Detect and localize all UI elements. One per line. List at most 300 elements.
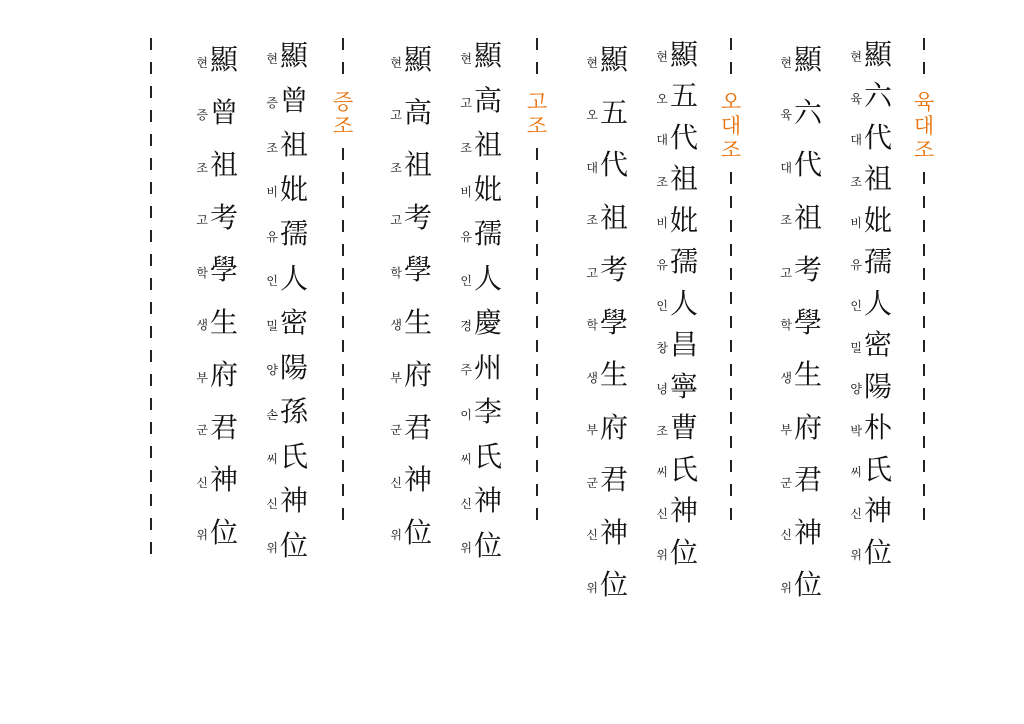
tablet-char [262,34,322,79]
divider-tick [150,254,152,266]
hangul-reading: 오 [656,91,668,106]
hanja-char: 六 [864,79,893,113]
divider-tick [150,542,152,554]
divider-tick [730,388,732,400]
hangul-reading: 창 [656,340,668,355]
hanja-char: 顯 [474,39,503,73]
hanja-char: 人 [670,286,699,320]
hangul-reading: 위 [390,528,402,543]
divider-tick [536,38,538,50]
divider-tick [923,508,925,520]
tablet-char [456,301,516,346]
tablet-char [456,168,516,213]
tablet-char [262,123,322,168]
hangul-reading: 녕 [656,382,668,397]
hangul-reading: 조 [780,213,792,228]
tablet-char [582,507,642,560]
tablet-char [582,454,642,507]
hangul-reading: 부 [390,370,402,385]
divider-tick [150,326,152,338]
divider-tick [730,316,732,328]
tablet-char [262,346,322,391]
hangul-reading: 군 [196,423,208,438]
hanja-char: 生 [600,358,629,392]
hangul-reading: 현 [196,55,208,70]
tablet-char [776,34,836,87]
divider-tick [150,518,152,530]
hanja-char: 密 [280,306,309,340]
divider-tick [342,292,344,304]
tablet-char [652,242,712,284]
hangul-reading: 현 [586,55,598,70]
divider-tick [730,292,732,304]
divider-tick [342,268,344,280]
tablet-char [652,117,712,159]
hanja-char: 陽 [864,369,893,403]
tablet-char [456,390,516,435]
hangul-reading: 현 [656,50,668,65]
hanja-char: 代 [864,120,893,154]
hangul-reading: 군 [586,475,598,490]
divider-tick [342,38,344,50]
hangul-reading: 비 [656,216,668,231]
divider-tick [536,460,538,472]
hanja-char: 君 [600,463,629,497]
tablet-char [192,192,252,245]
hanja-char: 妣 [280,172,309,206]
hangul-reading: 고 [196,213,208,228]
tablet-char [652,200,712,242]
tablet-char [386,349,446,402]
hanja-char: 學 [600,305,629,339]
hanja-char: 孺 [670,245,699,279]
hanja-char: 位 [794,568,823,602]
divider-tick [150,158,152,170]
hanja-char: 學 [404,253,433,287]
divider-tick [923,484,925,496]
divider-tick [342,316,344,328]
hangul-reading: 학 [586,318,598,333]
hanja-char: 神 [670,494,699,528]
tablet-char [456,479,516,524]
divider-tick [923,172,925,184]
divider-tick [536,364,538,376]
section-divider [913,38,935,532]
tablet-char [776,244,836,297]
hanja-char: 顯 [210,43,239,77]
hanja-char: 位 [670,535,699,569]
hanja-char: 高 [474,83,503,117]
hangul-reading: 신 [780,528,792,543]
hangul-reading: 신 [586,528,598,543]
hangul-reading: 씨 [460,452,472,467]
tablet-char [192,507,252,560]
divider-tick [536,292,538,304]
tablet-char [192,139,252,192]
hanja-char: 寧 [670,369,699,403]
divider-tick [342,412,344,424]
divider-tick [923,220,925,232]
divider-tick [923,412,925,424]
section-label-char: 오 [720,90,742,114]
hangul-reading: 현 [780,55,792,70]
divider-tick [536,268,538,280]
divider-tick [923,38,925,50]
tablet-char [776,139,836,192]
tablet-char [776,559,836,612]
divider-tick [150,182,152,194]
hangul-reading: 신 [266,496,278,511]
tablet-char [262,301,322,346]
tablet-char [652,491,712,533]
tablet-char [652,283,712,325]
tablet-char [582,34,642,87]
hanja-char: 顯 [280,39,309,73]
divider-tick [150,110,152,122]
hangul-reading: 고 [460,96,472,111]
divider-tick [150,278,152,290]
hangul-reading: 손 [266,407,278,422]
hangul-reading: 위 [656,548,668,563]
hanja-char: 學 [210,253,239,287]
tablet-char [262,79,322,124]
hangul-reading: 조 [850,174,862,189]
divider-tick [342,484,344,496]
divider-tick [923,388,925,400]
hangul-reading: 비 [266,185,278,200]
hanja-char: 人 [474,261,503,295]
hanja-char: 五 [670,79,699,113]
hangul-reading: 현 [266,51,278,66]
tablet-char [386,402,446,455]
hangul-reading: 유 [460,229,472,244]
hangul-reading: 학 [390,265,402,280]
tablet-char [456,123,516,168]
tablet-char [192,34,252,87]
divider-tick [150,446,152,458]
tablet-char [386,192,446,245]
hanja-char: 府 [600,410,629,444]
tablet-char [456,435,516,480]
hangul-reading: 신 [460,496,472,511]
hangul-reading: 위 [780,580,792,595]
hanja-char: 氏 [670,452,699,486]
hangul-reading: 인 [266,274,278,289]
hanja-char: 祖 [794,200,823,234]
hanja-char: 妣 [474,172,503,206]
divider-tick [536,412,538,424]
tablet-char [192,297,252,350]
section-label-char: 육 [913,90,935,114]
hanja-char: 妣 [864,203,893,237]
tablet-char [582,87,642,140]
hangul-reading: 밀 [850,340,862,355]
divider-tick [342,340,344,352]
tablet-char [456,346,516,391]
divider-tick [923,340,925,352]
divider-tick [150,86,152,98]
hanja-char: 氏 [474,439,503,473]
tablet-char [262,257,322,302]
hanja-char: 神 [210,463,239,497]
divider-tick [730,436,732,448]
divider-tick [536,172,538,184]
hangul-reading: 밀 [266,318,278,333]
hangul-reading: 생 [390,318,402,333]
section-label-char: 조 [526,114,548,138]
divider-tick [536,388,538,400]
tablet-char [652,366,712,408]
tablet-char [386,297,446,350]
divider-tick [730,364,732,376]
hanja-char: 生 [210,305,239,339]
divider-tick [150,206,152,218]
hanja-char: 五 [600,95,629,129]
tablet-char [456,212,516,257]
tablet-char [776,297,836,350]
hangul-reading: 유 [850,257,862,272]
hanja-char: 氏 [864,452,893,486]
divider-tick [923,316,925,328]
tablet-char [846,366,906,408]
hangul-reading: 대 [780,160,792,175]
hanja-char: 顯 [600,43,629,77]
hangul-reading: 부 [196,370,208,385]
hanja-char: 位 [864,535,893,569]
hangul-reading: 고 [390,108,402,123]
hanja-char: 孺 [280,217,309,251]
tablet-char [652,325,712,367]
hanja-char: 氏 [280,439,309,473]
hanja-char: 朴 [864,411,893,445]
hangul-reading: 학 [196,265,208,280]
tablet-char [652,76,712,118]
hanja-char: 生 [794,358,823,392]
divider-tick [536,244,538,256]
tablet-char [652,532,712,574]
hanja-char: 君 [404,410,433,444]
hanja-char: 孫 [280,395,309,429]
divider-tick [342,364,344,376]
tablet-char [582,297,642,350]
hangul-reading: 부 [586,423,598,438]
hangul-reading: 조 [196,160,208,175]
hanja-char: 祖 [210,148,239,182]
divider-tick [536,436,538,448]
hanja-char: 慶 [474,306,503,340]
divider-tick [730,508,732,520]
hangul-reading: 육 [780,108,792,123]
divider-tick [730,484,732,496]
tablet-char [386,87,446,140]
hanja-char: 位 [404,515,433,549]
divider-tick [536,196,538,208]
tablet-char [262,390,322,435]
hanja-char: 昌 [670,328,699,362]
hanja-char: 李 [474,395,503,429]
hangul-reading: 인 [656,299,668,314]
divider-tick [730,220,732,232]
divider-tick [730,196,732,208]
hangul-reading: 조 [586,213,598,228]
hangul-reading: 부 [780,423,792,438]
tablet-char [846,76,906,118]
hanja-char: 府 [794,410,823,444]
section-divider [332,38,354,532]
hangul-reading: 인 [460,274,472,289]
tablet-char [192,87,252,140]
hangul-reading: 육 [850,91,862,106]
tablet-char [262,524,322,569]
hanja-char: 州 [474,350,503,384]
hangul-reading: 생 [586,370,598,385]
tablet-char [262,168,322,213]
tablet-char [582,139,642,192]
hangul-reading: 씨 [850,465,862,480]
hanja-char: 人 [280,261,309,295]
divider-tick [923,364,925,376]
divider-tick [730,62,732,74]
divider-tick [923,436,925,448]
divider-tick [923,244,925,256]
tablet-char [386,139,446,192]
divider-tick [730,412,732,424]
tablet-char [386,454,446,507]
divider-tick [342,196,344,208]
hangul-reading: 군 [390,423,402,438]
divider-tick [342,460,344,472]
hangul-reading: 대 [586,160,598,175]
hangul-reading: 조 [656,423,668,438]
section-label [333,90,353,138]
hanja-char: 神 [474,484,503,518]
divider-tick [923,62,925,74]
divider-tick [150,134,152,146]
tablet-char [776,454,836,507]
tablet-char [846,242,906,284]
tablet-char [582,192,642,245]
divider-tick [730,172,732,184]
tablet-char [192,244,252,297]
hanja-char: 顯 [864,37,893,71]
hangul-reading: 비 [850,216,862,231]
tablet-char [386,244,446,297]
hangul-reading: 증 [196,108,208,123]
hangul-reading: 유 [266,229,278,244]
tablet-column-wife [262,34,322,568]
tablet-char [846,449,906,491]
section-label [527,90,547,138]
tablet-char [776,192,836,245]
hanja-char: 妣 [670,203,699,237]
hanja-char: 代 [670,120,699,154]
hangul-reading: 대 [850,133,862,148]
tablet-char [262,435,322,480]
tablet-char [582,244,642,297]
hanja-char: 曾 [210,95,239,129]
section-label [914,90,934,162]
tablet-char [846,159,906,201]
tablet-char [846,408,906,450]
hanja-char: 考 [600,253,629,287]
hanja-char: 顯 [404,43,433,77]
hangul-reading: 비 [460,185,472,200]
hanja-char: 神 [864,494,893,528]
hanja-char: 祖 [600,200,629,234]
hangul-reading: 현 [460,51,472,66]
divider-tick [150,38,152,50]
hanja-char: 密 [864,328,893,362]
hanja-char: 君 [794,463,823,497]
hangul-reading: 조 [266,140,278,155]
divider-tick [730,38,732,50]
tablet-char [582,559,642,612]
divider-tick [342,388,344,400]
divider-tick [342,436,344,448]
divider-tick [150,398,152,410]
hanja-char: 祖 [864,162,893,196]
tablet-char [456,79,516,124]
tablet-char [652,34,712,76]
divider-tick [342,172,344,184]
hangul-reading: 신 [656,506,668,521]
hanja-char: 考 [210,200,239,234]
section-label-char: 대 [913,114,935,138]
hangul-reading: 생 [196,318,208,333]
divider-tick [536,148,538,160]
divider-tick [730,460,732,472]
section-label-char: 조 [913,138,935,162]
divider-tick [923,460,925,472]
divider-tick [536,62,538,74]
tablet-column-wife [846,34,906,574]
tablet-char [386,507,446,560]
hanja-char: 顯 [670,37,699,71]
divider-tick [536,484,538,496]
hangul-reading: 위 [196,528,208,543]
hanja-char: 府 [404,358,433,392]
divider-tick [730,340,732,352]
divider-tick [536,508,538,520]
tablet-column-husband [386,34,446,559]
hangul-reading: 조 [390,160,402,175]
hangul-reading: 위 [266,541,278,556]
hangul-reading: 양 [850,382,862,397]
hanja-char: 六 [794,95,823,129]
hangul-reading: 신 [390,475,402,490]
section-divider [526,38,548,532]
hanja-char: 君 [210,410,239,444]
hanja-char: 神 [600,515,629,549]
section-label-char: 고 [526,90,548,114]
hangul-reading: 신 [196,475,208,490]
hangul-reading: 대 [656,133,668,148]
left-edge-divider [149,38,153,566]
hangul-reading: 위 [586,580,598,595]
hangul-reading: 위 [460,541,472,556]
hanja-char: 考 [404,200,433,234]
hangul-reading: 유 [656,257,668,272]
tablet-char [456,524,516,569]
hangul-reading: 군 [780,475,792,490]
hangul-reading: 주 [460,363,472,378]
divider-tick [150,230,152,242]
divider-tick [150,494,152,506]
tablet-char [192,349,252,402]
tablet-char [652,449,712,491]
hangul-reading: 위 [850,548,862,563]
divider-tick [923,196,925,208]
